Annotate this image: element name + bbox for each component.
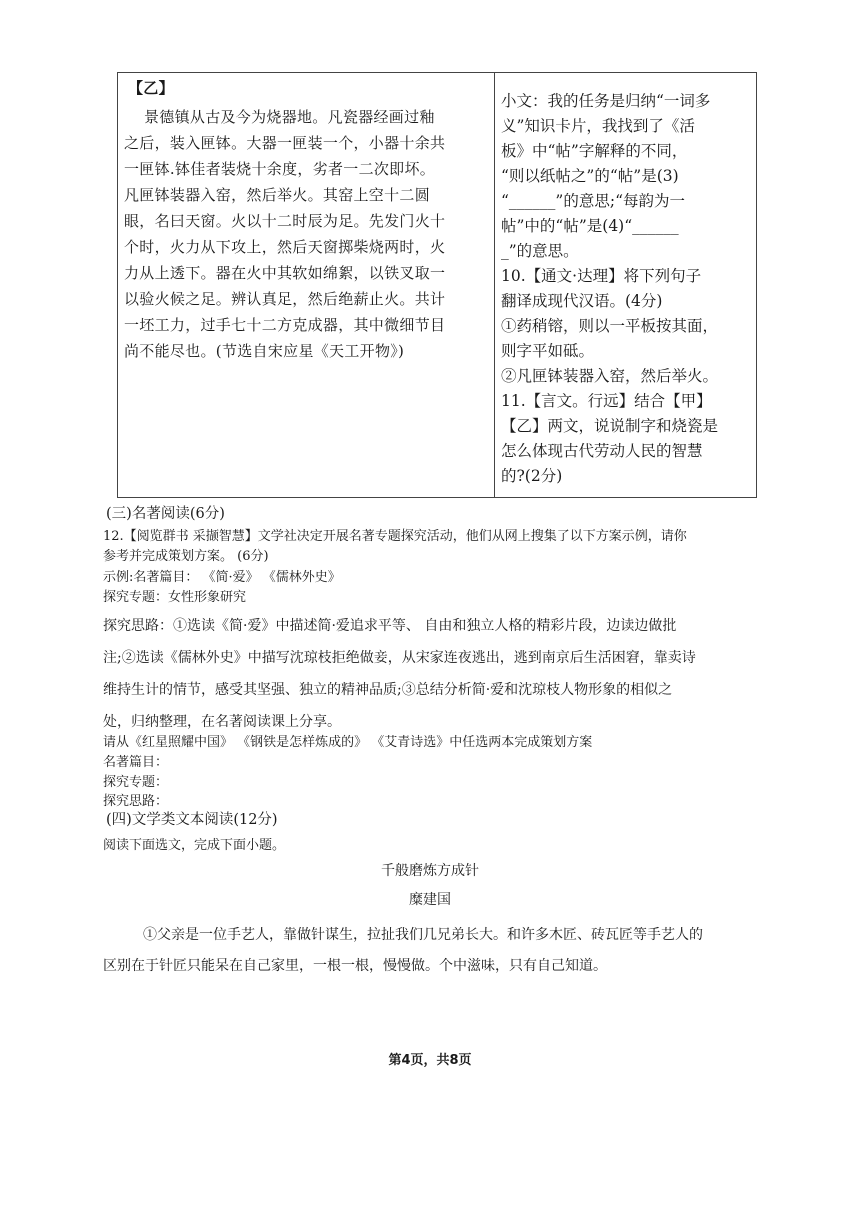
article-title: 千般磨炼方成针 [381,863,479,879]
question-11-line: 怎么体现古代劳动人民的智慧 [501,442,703,460]
passage-table [117,72,757,498]
field-books-label: 名著篇目： [103,755,169,770]
question-11-line: 【乙】两文，说说制字和烧瓷是 [501,417,719,435]
example-books: 示例:名著篇目： 《简·爱》 《儒林外史》 [103,570,341,585]
task-line: 义”知识卡片，我找到了《活 [501,117,695,135]
passage-yi-heading: 【乙】 [128,79,174,97]
question-10-line: 10.【通文·达理】将下列句子 [501,267,702,285]
passage-yi-line: 眼，名曰天窗。火以十二时辰为足。先发门火十 [124,212,446,230]
article-paragraph-line: ①父亲是一位手艺人，靠做针谋生，拉扯我们几兄弟长大。和许多木匠、砖瓦匠等手艺人的 [143,927,703,943]
question-12-prompt: 12.【阅览群书 采撷智慧】文学社决定开展名著专题探究活动，他们从网上搜集了以下方案示例，请你 [103,529,687,544]
passage-yi-line: 景德镇从古及今为烧器地。凡瓷器经画过釉 [144,108,435,126]
tasks-cell [495,73,756,497]
question-11-line: 的?(2分) [501,467,563,485]
passage-yi-line: 个时，火力从下攻上，然后天窗掷柴烧两时，火 [124,238,446,256]
page-number: 第4页，共8页 [388,1053,472,1068]
example-topic: 探究专题：女性形象研究 [103,590,247,605]
passage-yi-line: 尚不能尽也。(节选自宋应星《天工开物》) [124,342,405,360]
question-12-prompt: 参考并完成策划方案。 (6分) [103,549,269,564]
translate-sentence-1: ①药稍镕，则以一平板按其面， [501,317,719,335]
reading-intro: 阅读下面选文，完成下面小题。 [103,838,286,853]
example-approach-line: 探究思路：①选读《简·爱》中描述简·爱追求平等、 自由和独立人格的精彩片段，边读边做批 [103,618,677,634]
field-approach-label: 探究思路： [103,794,169,809]
passage-yi-line: 以验火候之足。辨认真足，然后绝薪止火。共计 [124,290,446,308]
task-line: 帖”中的“帖”是(4)“______ [501,217,679,235]
example-approach-line: 处，归纳整理，在名著阅读课上分享。 [103,714,341,730]
article-author: 糜建国 [409,892,451,908]
field-topic-label: 探究专题： [103,775,169,790]
task-line: “则以纸帖之”的“帖”是(3) [501,167,679,185]
section-3-title: (三)名著阅读(6分) [106,506,225,522]
translate-sentence-1: 则字平如砥。 [501,342,595,360]
passage-yi-line: 之后，装入匣钵。大器一匣装一个，小器十余共 [124,134,446,152]
passage-yi-cell [118,73,495,497]
instruction-line: 请从《红星照耀中国》 《钢铁是怎样炼成的》 《艾青诗选》中任选两本完成策划方案 [103,735,593,750]
example-approach-line: 维持生计的情节，感受其坚强、独立的精神品质;③总结分析简·爱和沈琼枝人物形象的相似之 [103,682,673,698]
question-10-line: 翻译成现代汉语。(4分) [501,292,663,310]
example-approach-line: 注;②选读《儒林外史》中描写沈琼枝拒绝做妾，从宋家连夜逃出，逃到南京后生活困窘，靠卖诗 [103,650,696,666]
task-line: 小文：我的任务是归纳“一词多 [501,92,711,110]
passage-yi-line: 凡匣钵装器入窑，然后举火。其窑上空十二圆 [124,186,431,204]
section-4-title: (四)文学类文本阅读(12分) [106,812,278,828]
passage-yi-line: 一坯工力，过手七十二方克成器，其中微细节目 [124,316,446,334]
translate-sentence-2: ②凡匣钵装器入窑，然后举火。 [501,367,719,385]
passage-yi-line: 力从上透下。器在火中其软如绵絮，以铁叉取一 [124,264,446,282]
task-line: 板》中“帖”字解释的不同， [501,142,688,160]
task-line: _”的意思。 [501,242,579,260]
article-paragraph-line: 区别在于针匠只能呆在自己家里，一根一根，慢慢做。个中滋味，只有自己知道。 [103,958,607,974]
question-11-line: 11.【言文。行远】结合【甲】 [501,392,712,410]
passage-yi-line: 一匣钵.钵佳者装烧十余度，劣者一二次即坏。 [124,160,436,178]
task-line: “______”的意思;“每韵为一 [501,192,685,210]
